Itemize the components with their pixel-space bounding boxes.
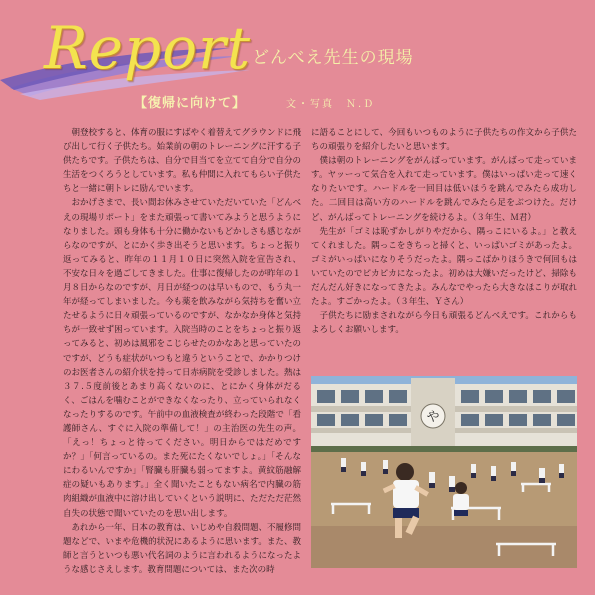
article-column-left [63,126,301,577]
header [0,0,595,125]
column-title: どんべえ先生の現場 [252,48,414,68]
byline: 文・写真 Ｎ.Ｄ [286,99,376,110]
paragraph: あれから一年、日本の教育は、いじめや自殺問題、不履修問題などで、いまや危機的状況にあるように思います。また、教師と言うといつも悪い代名詞のように言われるようになったような感じさえします。教育問題については、また次の時 [63,522,302,575]
paragraph: 僕は朝のトレーニングをがんばっています。がんばって走っています。ヤッーって気合を入れて走っています。僕はいっぱい走って速くなりたいです。ハードルを一回目は低いほうを跳んでみたら成功した。二回目は高い方のハードルを跳んでみたら足をぶつけた。だけど、がんばってトレーニングを続けるよ。（３年生、Ｍ君） [311,156,577,223]
report-title: Report [44,14,252,82]
paragraph: 先生が「ゴミは恥ずかしがりやだから、隅っこにいるよ。」と教えてくれました。隅っこをきちっと掃くと、いっぱいゴミがあったよ。ゴミがいっぱいになりそうだったよ。隅っこばかりほうきで何回もはいていたのでピカピカになったよ。初めは大嫌いだったけど、掃除もだんだん好きになってきたよ。みんなでやったら大きなほこりが取れたよ。すごかったよ。（３年生、Ｙさん） [311,226,577,308]
paragraph: 朝登校すると、体育の服にすばやく着替えてグラウンドに飛び出して行く子供たち。始業前の朝のトレーニングに汗する子供たちです。子供たちは、自分で目当てを立てて自分で自分の生活をつくろうとしています。私も仲間に入れてもらい子供たちと一緒に朝トレに励んでいます。 [63,128,302,195]
paragraph: に語ることにして、今回もいつものように子供たちの作文から子供たちの頑張りを紹介したいと思います。 [311,128,577,153]
article-subheading: 【復帰に向けて】 [134,96,247,111]
building-sign: や [426,410,440,425]
paragraph: おかげさまで、長い間お休みさせていただいていた「どんべえの現場リポート」をまた頑張って書いてみようと思うようになりました。頭も身体も十分に働かないもどかしさも感じながらなのですが、とにかく歩き出そうと思います。ちょっと振り返ってみると、昨年の１１月１０日に突然入院を宣告され、不安な日々を過ごしてきました。仕事に復帰したのが昨年の１月８日からなのですが、月日が経つのは早いもので、もう丸一年が経ってしまいました。今も薬を飲みながら気持ちを奮い立たせるように日々頑張っているのですが、なかなか身体と気持ちが一致せず困っています。入院当時のことをちょっと振り返ってみると、初めは風邪をこじらせたのかなあと思っていたのですが、どうも症状がいつもと違うということで、かかりつけのお医者さんの紹介状を持って日赤病院を受診しました。熱は３７.５度前後とあまり高くないのに、とにかく身体がだるく、ごはんを噛むことができなくなったり、立っていられなくなったりするのです。午前中の血液検査が終わった段階で「看護師さん、すぐに入院の準備して！」の主治医の先生の声。「えっ！ちょっと待ってください。明日からではだめですか？」「何言っているの。また死にたくないでしょ。」「そんなにわるいんですか」「腎臓も肝臓も弱ってますよ。黄紋筋融解症の疑いもあります。」全く聞いたこともない病名で内臓の筋肉組織が血液中に溶け出していくという説明に、ただただ茫然自失の状態で聞いていたのを思い出します。 [63,198,302,519]
paragraph: 子供たちに励まされながら今日も頑張るどんべえです。これからもよろしくお願いします。 [311,311,577,336]
article-column-right [311,126,577,337]
schoolyard-photo [311,376,577,568]
